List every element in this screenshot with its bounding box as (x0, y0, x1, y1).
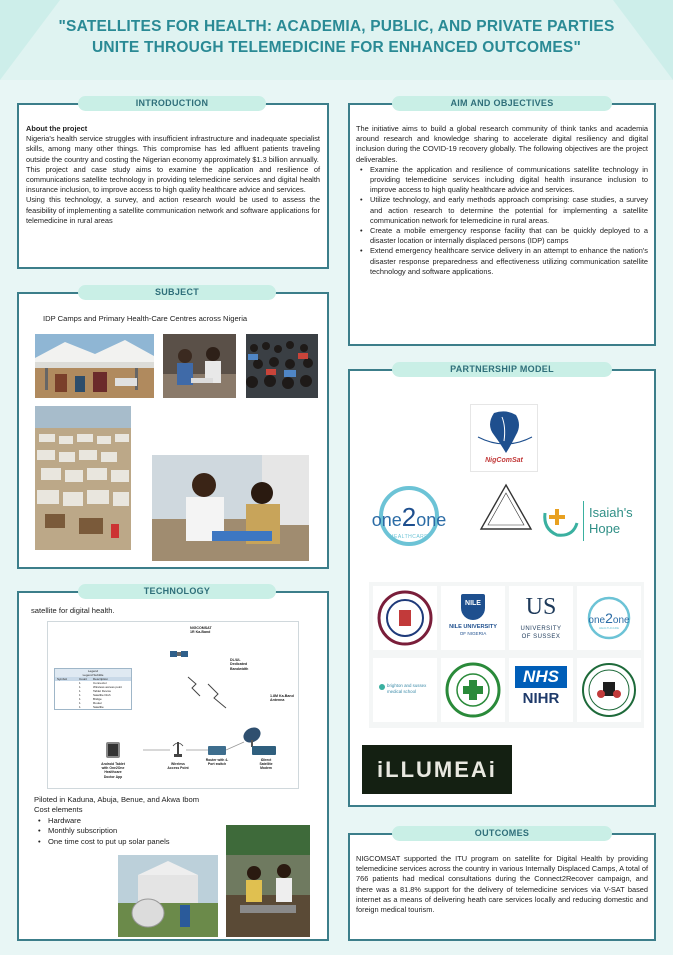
antenna-sub: Antenna (270, 698, 285, 703)
cost-label: Cost elements (34, 805, 83, 815)
legend-title: Legend (55, 669, 131, 673)
legend-desc: Bridge (93, 697, 102, 701)
ministry-seal-logo (577, 658, 641, 722)
partnership-heading: PARTNERSHIP MODEL (392, 362, 612, 377)
piloted-text: Piloted in Kaduna, Abuja, Benue, and Akwa Ibom (34, 795, 200, 804)
nhs-badge: NHS (515, 666, 567, 688)
crowd-photo (246, 334, 318, 398)
ap-label-text: Wireless (171, 762, 185, 766)
outcomes-heading: OUTCOMES (392, 826, 612, 841)
intro-paragraph-1: Nigeria's health service struggles with insufficient infrastructure and inadequate specialist skills, among many other things. This compromise has led affluent patients traveling outside the country and costing the Nigerian economy approximately $1.3 billion annually. (26, 134, 320, 164)
legend-subtitle: Legend Subtitle (55, 673, 131, 677)
legend-desc: Satellite Dish (93, 693, 111, 697)
legend-count: 1 (79, 705, 81, 709)
isaiahs-hope-text-a: Isaiah's (589, 505, 633, 520)
technology-heading: TECHNOLOGY (78, 584, 276, 599)
legend-desc: Wireless access point (93, 685, 123, 689)
nile-shield-text: NILE (465, 600, 481, 607)
legend-desc: Tablet Device (93, 689, 112, 693)
consultation-photo (163, 334, 236, 398)
dl-sub2: Bandwidth (230, 666, 249, 671)
tablet-label-text: Android Tablet (101, 762, 125, 766)
vsat-sub: Satellite (259, 762, 273, 767)
university-of-sussex-logo (509, 586, 573, 650)
about-label: About the project (26, 124, 88, 133)
idp-camp-aerial-photo (35, 406, 131, 550)
antenna-label-text: 1.8M Ka-Band (270, 694, 294, 698)
tablet-label (88, 762, 138, 779)
partner-logo-grid (369, 582, 644, 728)
nile-name: NILE UNIVERSITY (449, 624, 497, 630)
ap-label (158, 762, 198, 770)
cost-item: • Hardware (34, 816, 224, 826)
one2one-small-wordmark (577, 610, 641, 626)
router-label-text: Router with 4- (205, 758, 229, 762)
aim-heading: AIM AND OBJECTIVES (392, 96, 612, 111)
one2one-one-b: one (416, 510, 447, 530)
sussex-monogram: US (525, 594, 557, 620)
objective-item: • Create a mobile emergency response facility that can be quickly deployed to a disaster location or internally displaced persons (IDP) camps (356, 226, 648, 246)
subject-heading: SUBJECT (78, 285, 276, 300)
vsat-sub2: Modem (260, 766, 272, 771)
poster-title: "SATELLITES FOR HEALTH: ACADEMIA, PUBLIC, AND PRIVATE PARTIES UNITE THROUGH TELEMEDICINE FOR ENHANCED OUTCOMES" (58, 18, 615, 56)
router-icon (208, 746, 226, 755)
legend-count: 1 (79, 693, 81, 697)
bsms-logo (373, 658, 437, 722)
one2one-small-sub: HEALTHCARE (599, 626, 619, 630)
bsms-text-b: medical school (387, 689, 417, 694)
technology-details (34, 795, 224, 847)
university-seal-logo (373, 586, 437, 650)
one2one-small-one-b: one (612, 615, 630, 626)
sussex-university: UNIVERSITY (520, 626, 562, 632)
health-insurance-seal-logo (441, 658, 505, 722)
nile-country: OF NIGERIA (459, 631, 487, 636)
router-label (196, 758, 238, 766)
nile-university-logo (441, 586, 505, 650)
legend-head-desc: Description (93, 677, 109, 681)
ap-sub: Access Point (167, 766, 189, 771)
field-clinic-photo (226, 825, 310, 937)
nihr-text: NIHR (522, 690, 560, 707)
nile-shield-icon (461, 594, 485, 620)
one2one-small-two: 2 (605, 610, 613, 626)
isaiahs-hope-divider (583, 501, 584, 541)
technology-caption: satellite for digital health. (31, 606, 115, 615)
dl-label-text: DL/UL (230, 658, 241, 662)
bsms-icon (379, 684, 385, 690)
introduction-text (26, 124, 320, 226)
legend-desc: Satellite (93, 705, 104, 709)
legend-table (54, 668, 132, 710)
ngcomsat-sub: 1R Ka-Band (190, 630, 211, 635)
isaiahs-hope-logo (537, 487, 649, 555)
cost-item: • Monthly subscription (34, 826, 224, 836)
cost-list (34, 816, 224, 847)
poster-header (0, 0, 673, 80)
partnership-triangle (478, 482, 534, 532)
intro-paragraph-2: This project and case study aims to examine the application and resilience of communications satellite technology in providing telemedicine services and digital health insurance inclusion, to improve access to high quality healthcare advice and services. (26, 164, 320, 195)
nigcomsat-logo (470, 404, 538, 472)
one2one-one-a: one (371, 510, 402, 530)
isaiahs-hope-emblem-icon (539, 499, 581, 541)
legend-head-symbol: Symbol (57, 677, 68, 681)
tablet-icon (106, 742, 120, 758)
legend-desc: Router (93, 701, 103, 705)
cost-item: • One time cost to put up solar panels (34, 837, 224, 847)
wireless-ap-icon (170, 740, 186, 758)
one2one-logo (355, 478, 463, 550)
network-diagram (47, 621, 299, 789)
legend-row (55, 705, 131, 709)
objective-item: • Examine the application and resilience of communications satellite technology in providing telemedicine services including digital health insurance inclusion to improve access to high quality healthcare advice and services. (356, 165, 648, 196)
one2one-small-logo (577, 586, 641, 650)
dl-sub: Dedicated (230, 662, 248, 667)
objectives-list (356, 165, 648, 277)
medical-checkup-photo (152, 455, 309, 561)
nhs-nihr-logo (509, 658, 573, 722)
isaiahs-hope-text-b: Hope (589, 521, 621, 536)
vsat-label (246, 758, 286, 771)
one2one-wordmark (355, 502, 463, 533)
tablet-sub3: Doctor App (103, 774, 123, 779)
vsat-dish-photo (118, 855, 218, 937)
outcomes-text: NIGCOMSAT supported the ITU program on satellite for Digital Health by providing telemedicine services across the country in various Internally Displaced Camps, A total of 766 patients had medical consultations during the Connect2Recover campaign, and there was a 81.8% support for the delivery of telemedicine services via V-SAT based internet as a means of delivering heath care services locally and reducing domestic and foreign medical tourism. (356, 854, 648, 915)
one2one-small-one-a: one (588, 615, 606, 626)
satellite-icon (168, 644, 190, 666)
legend-count: 1 (79, 689, 81, 693)
illumeai-wordmark: iLLUMEAi (377, 757, 497, 782)
illumeai-logo (362, 745, 512, 794)
objective-item: • Extend emergency healthcare service delivery in an attempt to enhance the nation's disaster response preparedness and effectiveness utilizing communication satellite technology and software applications. (356, 246, 648, 277)
aim-intro: The initiative aims to build a global research community of think tanks and academia around research and knowledge sharing to accelerate digital resiliency and digital inclusion during the COVID-19 recovery globally. The following objectives are the project deliverables. (356, 124, 648, 164)
idp-camp-tent-photo (35, 334, 154, 398)
one2one-two: 2 (401, 502, 417, 532)
nigcomsat-emblem-icon (472, 407, 538, 457)
legend-count: 1 (79, 685, 81, 689)
vsat-label-text: iDirect (260, 758, 272, 762)
dl-label (230, 658, 248, 671)
legend-count: 1 (79, 697, 81, 701)
legend-count: 1 (79, 701, 81, 705)
satellite-dish-icon (240, 724, 264, 748)
antenna-label (270, 694, 294, 703)
one2one-sub: HEALTHCARE (389, 534, 429, 540)
aim-text (356, 124, 648, 277)
ngcomsat-label-text: NIGCOMSAT (190, 626, 212, 630)
subject-caption: IDP Camps and Primary Health-Care Centres across Nigeria (43, 314, 248, 323)
introduction-heading: INTRODUCTION (78, 96, 266, 111)
router-sub: Port switch (207, 762, 227, 767)
legend-desc: Connector (93, 681, 107, 685)
tablet-sub2: Healthcare (104, 770, 122, 775)
sussex-name: OF SUSSEX (521, 634, 561, 640)
modem-icon (252, 746, 276, 755)
bsms-text-a: brighton and sussex (387, 683, 427, 688)
intro-paragraph-3: Using this technology, a survey, and action research would be used to assess the feasibility of implementing a satellite communication network and software applications for telemedicine in rural areas (26, 195, 320, 225)
legend-count: 1 (79, 681, 81, 685)
nigcomsat-logo-text: NigComSat (485, 457, 523, 464)
objective-item: • Utilize technology, and early methods approach comprising: case studies, a survey and action research to determine the potential for implementing a satellite communication network for telemedicine in rural areas. (356, 195, 648, 226)
tablet-sub: with One2One (101, 766, 125, 771)
legend-head-count: Count (79, 677, 88, 681)
ngcomsat-label (190, 626, 212, 635)
